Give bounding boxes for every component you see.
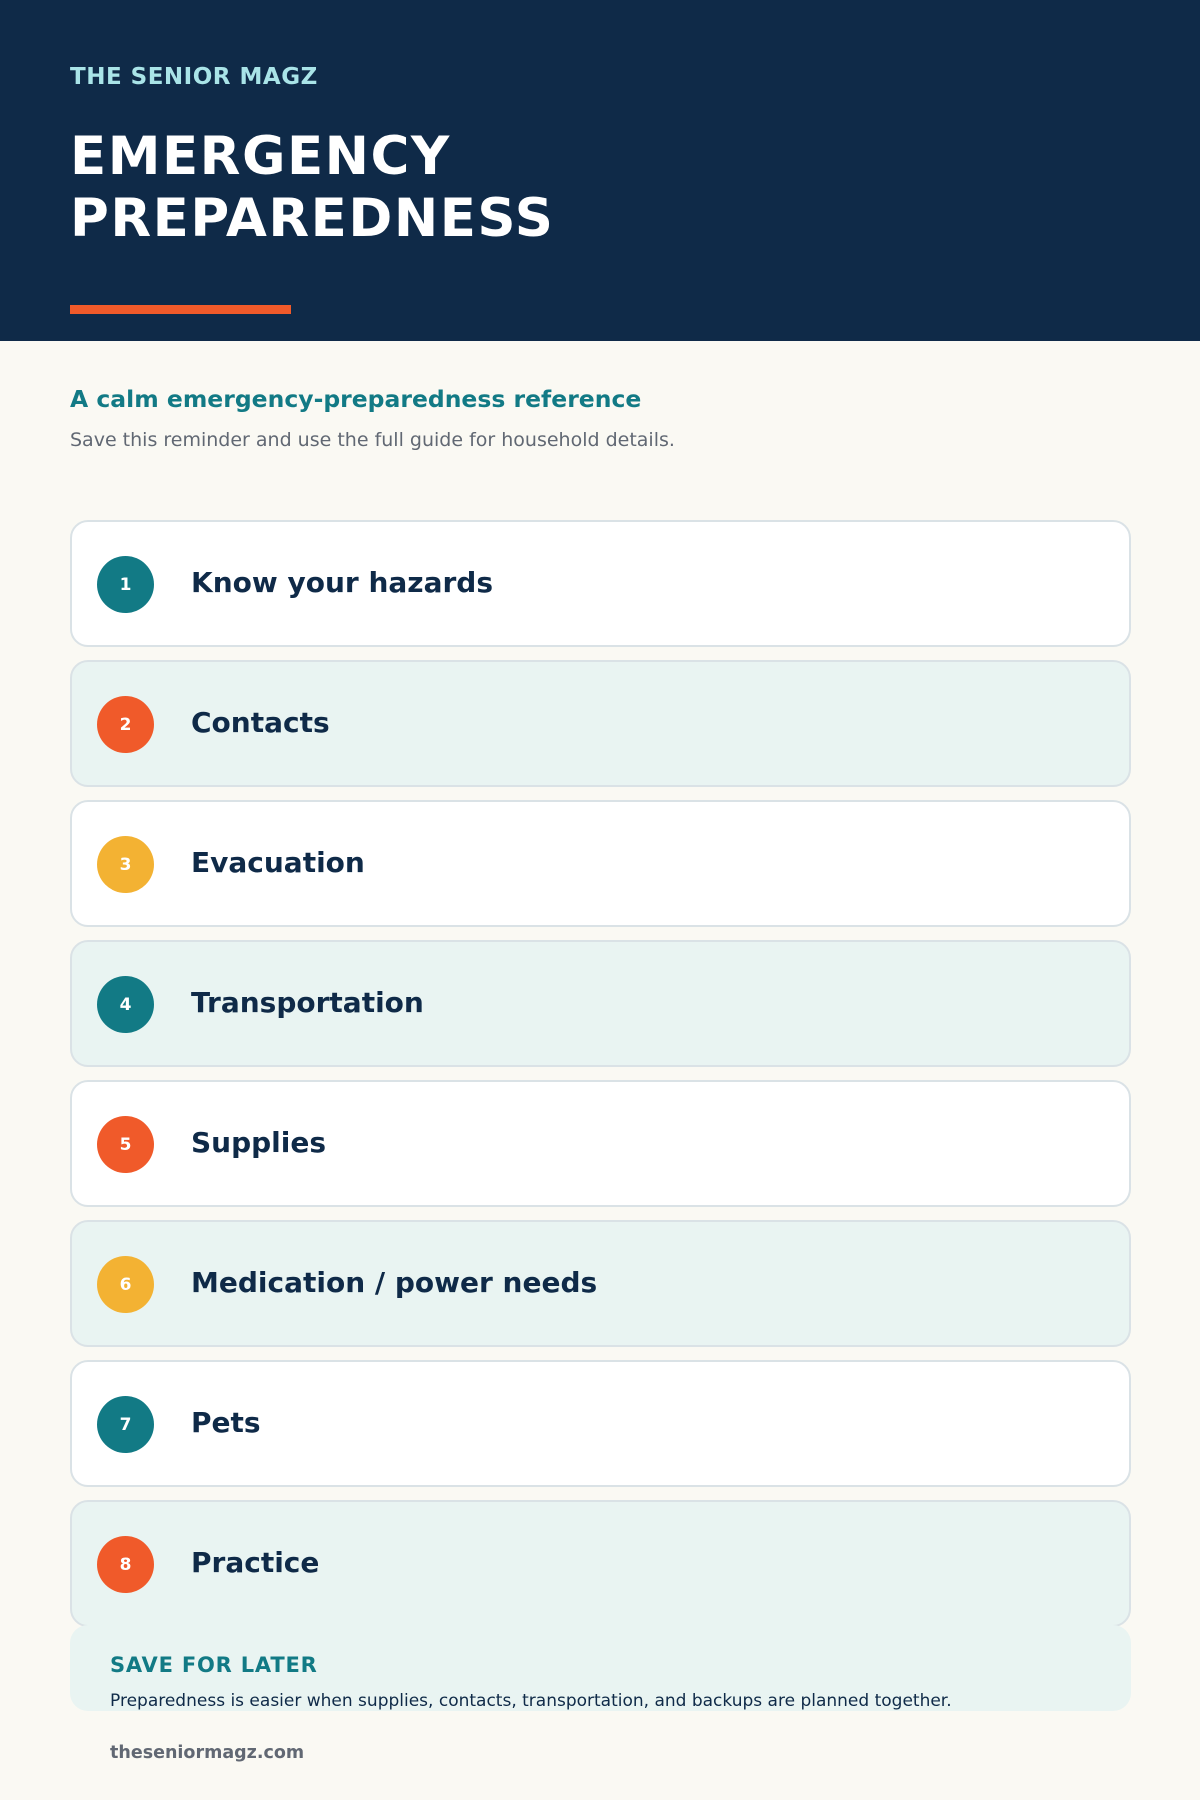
page-title: EMERGENCY PREPAREDNESS: [70, 126, 555, 249]
save-for-later-note: [70, 1625, 1131, 1711]
step-card: [70, 520, 1131, 647]
step-card: [70, 800, 1131, 927]
step-label: Evacuation: [191, 846, 365, 879]
step-card: [70, 1500, 1131, 1627]
step-number-badge: 6: [97, 1256, 154, 1313]
step-label: Contacts: [191, 706, 330, 739]
steps-list: [70, 520, 1131, 1640]
intro-text: Save this reminder and use the full guide for household details.: [70, 429, 675, 451]
step-label: Know your hazards: [191, 566, 493, 599]
step-label: Transportation: [191, 986, 424, 1019]
footer-website: theseniormagz.com: [110, 1743, 305, 1763]
step-number-badge: 3: [97, 836, 154, 893]
note-text: Preparedness is easier when supplies, contacts, transportation, and backups are planned together.: [110, 1691, 952, 1711]
step-card: [70, 660, 1131, 787]
brand-name: THE SENIOR MAGZ: [70, 64, 318, 90]
step-label: Medication / power needs: [191, 1266, 598, 1299]
step-label: Pets: [191, 1406, 261, 1439]
step-number-badge: 8: [97, 1536, 154, 1593]
header-banner: [0, 0, 1200, 341]
page-subtitle: A calm emergency-preparedness reference: [70, 385, 642, 413]
accent-bar: [70, 305, 291, 314]
step-number-badge: 4: [97, 976, 154, 1033]
step-card: [70, 1360, 1131, 1487]
step-number-badge: 7: [97, 1396, 154, 1453]
step-number-badge: 1: [97, 556, 154, 613]
step-card: [70, 1080, 1131, 1207]
step-card: [70, 1220, 1131, 1347]
step-card: [70, 940, 1131, 1067]
note-title: SAVE FOR LATER: [110, 1653, 318, 1677]
step-label: Supplies: [191, 1126, 327, 1159]
step-number-badge: 5: [97, 1116, 154, 1173]
step-label: Practice: [191, 1546, 320, 1579]
step-number-badge: 2: [97, 696, 154, 753]
